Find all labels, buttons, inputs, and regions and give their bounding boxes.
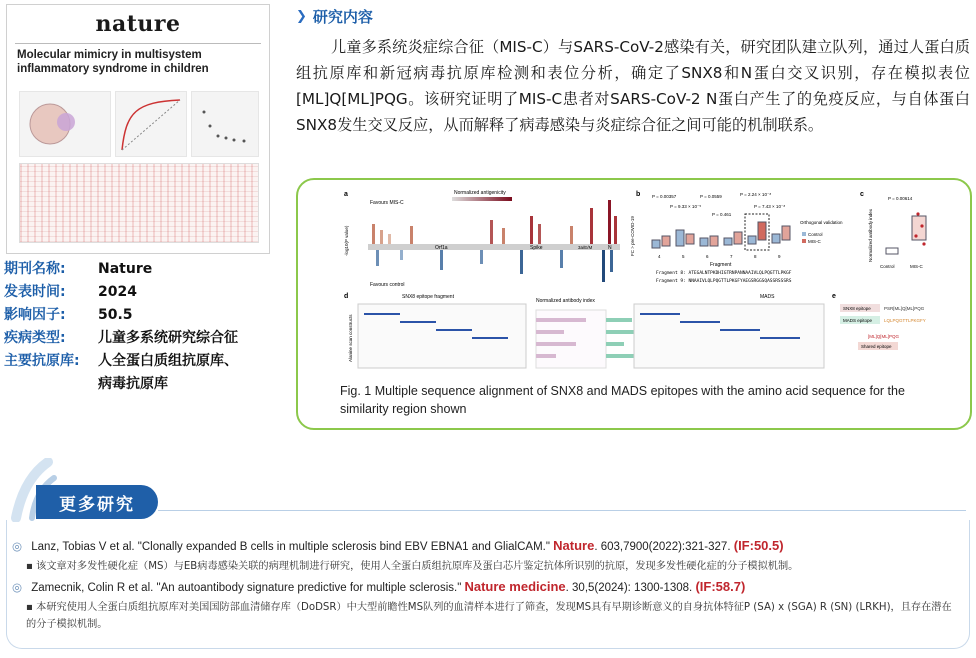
favours-misc-label: Favours MIS-C: [370, 200, 404, 206]
venn-diagram-graphic: [20, 92, 110, 156]
reference-journal: Nature: [553, 538, 595, 553]
pvalue-c: P = 0.00614: [888, 196, 913, 201]
panel-c-letter: c: [860, 191, 864, 198]
reference-if: (IF:58.7): [695, 579, 746, 594]
panel-d-letter: d: [344, 293, 349, 300]
e-shared-label: Shared epitope: [861, 344, 892, 349]
reference-item: [12, 579, 956, 633]
reference-item: [12, 538, 798, 575]
fragment-tick: 7: [730, 254, 733, 259]
reference-journal: Nature medicine: [464, 579, 566, 594]
legend-control: Control: [808, 232, 823, 237]
reference-head: [12, 579, 956, 594]
reference-cite: . 603,7900(2022):321-327.: [594, 541, 731, 553]
reference-note: ▪ 本研究使用人全蛋白质组抗原库对美国国防部血清储存库（DoDSR）中大型前瞻性MS队列的血清样本进行了筛查，发现MS具有早期诊断意义的自身抗体特征P (SA) x (SGA) R (SN) (LRKH)，且存在潜在的分子模拟机制。: [26, 602, 952, 630]
orf1a-label: Orf1a: [435, 245, 448, 251]
reference-authors-title: Zamecnik, Colin R et al. "An autoantibody signature predictive for multiple sclerosis.": [31, 582, 462, 594]
bullet-icon: ◎: [12, 582, 23, 594]
pvalue-5: P = 0.461: [712, 212, 732, 217]
reference-if: (IF:50.5): [733, 538, 784, 553]
norm-index-title: Normalized antibody index: [536, 298, 595, 304]
meta-year-row: [4, 281, 238, 304]
panel-b-letter: b: [636, 191, 641, 198]
fragment-tick: 6: [706, 254, 709, 259]
boxplots: [652, 214, 790, 250]
orf3a-label: 3a/E/M: [578, 245, 593, 250]
boxplot-point: [920, 224, 923, 227]
fragment-tick: 8: [754, 254, 757, 259]
more-research-divider: [158, 510, 966, 511]
meta-journal-row: [4, 258, 238, 281]
pvalue-1: P = 0.00357: [652, 194, 677, 199]
research-section-header: [296, 6, 373, 27]
legend-misc: MIS-C: [808, 239, 821, 244]
research-paragraph: 儿童多系统炎症综合征（MIS-C）与SARS-CoV-2感染有关，研究团队建立队列，通过人蛋白质组抗原库和新冠病毒抗原库检测和表位分析，确定了SNX8和N蛋白交叉识别，存在模拟表位[ML]Q[ML]PQG。该研究证明了MIS-C患者对SARS-CoV-2 N蛋白产生了的免疫反应，与自体蛋白SNX8发生交叉反应，从而解释了病毒感染与炎症综合征之间可能的机制联系。: [296, 38, 970, 134]
e-shared-motif: [ML]Q[ML]PQG: [868, 334, 900, 339]
e-snx8-label: SNX8 epitope: [843, 306, 871, 311]
boxplot-point: [916, 212, 919, 215]
cover-mini-roc: [115, 91, 187, 157]
bullet-icon: ◎: [12, 541, 23, 553]
fragment-9-seq: Fragment 9: NNAAIVLQLPQGTTLPKGFYAEGSRGGSQASSRSSSRS: [656, 279, 792, 284]
figure-graphic: [340, 186, 936, 382]
boxplot-point: [922, 242, 925, 245]
meta-if-label: 影响因子:: [4, 307, 66, 323]
panel-e-letter: e: [832, 293, 836, 300]
orthogonal-label: Orthogonal validation: [800, 220, 843, 225]
fragment-tick: 5: [682, 254, 685, 259]
meta-journal-value: Nature: [98, 261, 153, 277]
figure-caption: Fig. 1 Multiple sequence alignment of SNX8 and MADS epitopes with the amino acid sequence for the similarity region shown: [340, 384, 905, 416]
figure-panel: [296, 178, 972, 430]
meta-library-label: 主要抗原库:: [4, 353, 80, 369]
research-section-title: 研究内容: [312, 8, 373, 26]
panel-b-yaxis: FC > pre-COVID-19: [630, 216, 635, 256]
panel-c-yaxis: Normalized antibody index: [868, 208, 873, 262]
reference-head: [12, 538, 798, 553]
alanine-axis-label: Alanine scan constructs: [348, 314, 353, 362]
pvalue-2: P = 0.0559: [700, 194, 722, 199]
spike-label: Spike: [530, 245, 543, 251]
mads-title: MADS: [760, 294, 775, 300]
e-mads-label: MADS epitope: [843, 318, 873, 323]
cover-mini-scatter: [191, 91, 259, 157]
n-gene-label: N: [608, 245, 612, 251]
reference-cite: . 30,5(2024): 1300-1308.: [565, 582, 693, 594]
boxplot-misc: [912, 216, 926, 240]
boxplot-point: [914, 234, 917, 237]
meta-journal-label: 期刊名称:: [4, 261, 66, 277]
legend-control-swatch: [802, 232, 806, 236]
meta-disease-value: 儿童多系统研究综合征: [98, 330, 238, 346]
c-x-misc: MIS-C: [910, 264, 923, 269]
snx8-fragment-title: SNX8 epitope fragment: [402, 294, 454, 300]
meta-disease-label: 疾病类型:: [4, 330, 66, 346]
meta-library-line2: 病毒抗原库: [98, 376, 168, 392]
cover-heatmap-graphic: [19, 163, 259, 243]
meta-year-label: 发表时间:: [4, 284, 66, 300]
cover-mini-venn: [19, 91, 111, 157]
panel-a-letter: a: [344, 191, 348, 198]
meta-if-row: [4, 304, 238, 327]
more-research-title: 更多研究: [36, 485, 158, 519]
scatter-graphic: [192, 92, 258, 156]
pvalue-6: P = 7.43 × 10⁻⁸: [754, 204, 786, 209]
journal-cover: [6, 4, 270, 254]
reference-authors-title: Lanz, Tobias V et al. "Clonally expanded B cells in multiple sclerosis bind EBV EBNA1 and GlialCAM.": [31, 541, 550, 553]
meta-disease-row: [4, 327, 238, 350]
e-seq-mads: LQLPQGTTLPKGFY: [884, 318, 926, 323]
journal-masthead: nature: [95, 11, 181, 37]
fragment-tick: 4: [658, 254, 661, 259]
boxplot-control: [886, 248, 898, 254]
meta-if-value: 50.5: [98, 307, 133, 323]
reference-note: ▪ 该文章对多发性硬化症（MS）与EB病毒感染关联的病理机制进行研究，使用人全蛋白质组抗原库及蛋白芯片鉴定抗体所识别的抗原，发现多发性硬化症的分子模拟机制。: [26, 561, 799, 572]
norm-antigenicity-label: Normalized antigenicity: [454, 190, 506, 196]
fragment-8-seq: Fragment 8: ATEGALNTPKDHIGTRNPANNAAIVLQLPQGTTLPKGF: [656, 271, 792, 276]
manhattan-bars: [372, 200, 617, 282]
article-meta: [4, 258, 238, 396]
fragment-x-ticks: [658, 254, 781, 259]
favours-control-label: Favours control: [370, 282, 405, 288]
fragment-tick: 9: [778, 254, 781, 259]
cover-divider: [15, 43, 261, 44]
pvalue-3: P = 2.24 × 10⁻⁸: [740, 192, 772, 197]
meta-library-line1: 人全蛋白质组抗原库、: [98, 353, 238, 369]
c-x-control: Control: [880, 264, 895, 269]
e-seq-snx8: PSR[ML]Q[ML]PQG: [884, 306, 925, 311]
meta-library-row: [4, 350, 238, 396]
cover-article-title: Molecular mimicry in multisystem inflammatory syndrome in children: [17, 49, 209, 75]
roc-curve-graphic: [116, 92, 186, 156]
legend-misc-swatch: [802, 239, 806, 243]
pvalue-4: P = 9.33 × 10⁻⁵: [670, 204, 702, 209]
meta-year-value: 2024: [98, 284, 137, 300]
meta-library-value: [98, 350, 238, 396]
colorbar: [452, 197, 512, 201]
fragment-axis-label: Fragment: [710, 262, 732, 268]
panel-a-yaxis: -log10(P value): [344, 225, 349, 256]
chevron-right-icon: ❯: [296, 9, 307, 24]
